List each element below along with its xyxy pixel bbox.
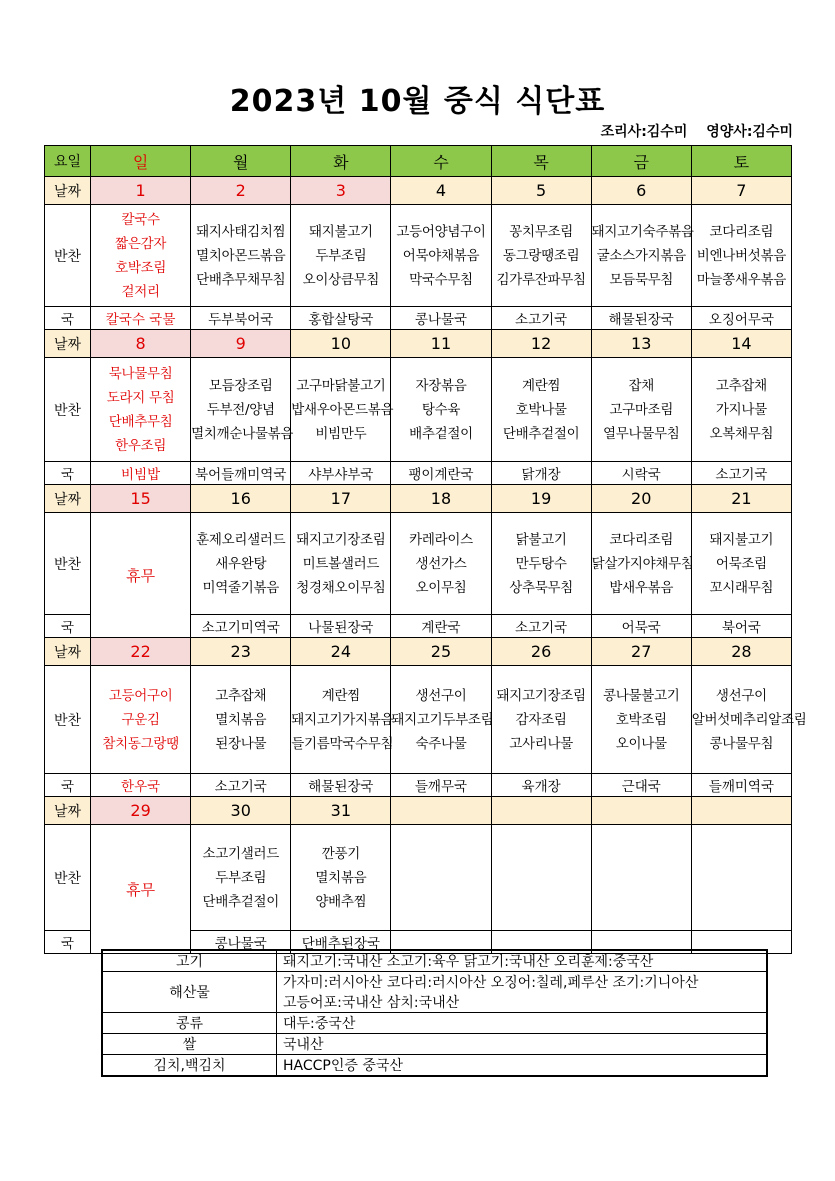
dish-item: 돼지고기두부조림 — [391, 711, 494, 728]
side-dish-cell — [591, 358, 691, 462]
dish-item: 상추묵무침 — [509, 579, 573, 596]
dish-item: 돼지불고기 — [709, 531, 774, 548]
soup-cell: 비빔밥 — [91, 462, 191, 485]
dish-item: 닭살가지야채무침 — [591, 555, 694, 572]
side-dish-cell — [191, 666, 291, 774]
dish-item: 묵나물무침 — [108, 365, 173, 382]
origin-line: 대두:중국산 — [283, 1016, 356, 1032]
menu-table — [44, 145, 807, 954]
cook-name: 조리사:김수미 — [600, 124, 688, 140]
date-cell: 27 — [591, 638, 691, 666]
side-dish-cell — [691, 825, 791, 931]
page-title: 2023년 10월 중식 식단표 — [229, 84, 606, 119]
dish-item: 생선구이 — [415, 687, 467, 704]
date-cell: 18 — [391, 485, 491, 513]
dish-item: 알버섯메추리알조림 — [691, 711, 807, 728]
soup-cell: 소고기미역국 — [191, 615, 291, 638]
dish-item: 멸치볶음 — [215, 711, 267, 728]
dish-item: 감자조림 — [515, 711, 567, 728]
side-dish-cell — [191, 513, 291, 615]
dish-item: 콩나물불고기 — [603, 687, 680, 704]
dish-item: 단배추무채무침 — [196, 271, 286, 288]
soup-cell: 들깨무국 — [391, 774, 491, 797]
dish-item: 두부전/양념 — [206, 401, 275, 418]
dish-item: 칼국수 — [121, 211, 160, 228]
dish-item: 고구마닭불고기 — [296, 377, 386, 394]
side-dish-cell — [91, 666, 191, 774]
side-dish-label: 반찬 — [45, 666, 91, 774]
date-cell: 10 — [291, 330, 391, 358]
dish-item: 숙주나물 — [415, 735, 467, 752]
date-cell: 22 — [91, 638, 191, 666]
dish-item: 잡채 — [628, 377, 654, 394]
dish-item: 단배추겉절이 — [502, 425, 580, 442]
side-dish-cell — [191, 825, 291, 931]
date-cell: 23 — [191, 638, 291, 666]
side-dish-cell — [491, 358, 591, 462]
date-row — [45, 638, 792, 666]
side-dish-cell — [691, 513, 791, 615]
date-label: 날짜 — [45, 177, 91, 205]
origin-line: 가자미:러시아산 코다리:러시아산 오징어:칠레,페루산 조기:기니아산 — [283, 975, 699, 991]
soup-cell: 오징어무국 — [691, 307, 791, 330]
side-dish-row — [45, 358, 792, 462]
date-cell: 25 — [391, 638, 491, 666]
dish-item: 계란찜 — [321, 687, 360, 704]
dish-item: 호박나물 — [515, 401, 567, 418]
dish-item: 밥새우볶음 — [609, 579, 674, 596]
soup-row — [45, 462, 792, 485]
origin-category: 고기 — [102, 950, 277, 972]
dish-item: 멸치아몬드볶음 — [196, 247, 286, 264]
date-cell: 30 — [191, 797, 291, 825]
origin-value — [277, 972, 768, 1013]
dish-item: 꽁치무조림 — [509, 223, 573, 240]
soup-label: 국 — [45, 615, 91, 638]
date-cell — [491, 797, 591, 825]
dish-item: 마늘쫑새우볶음 — [696, 271, 786, 288]
date-cell: 15 — [91, 485, 191, 513]
soup-row — [45, 774, 792, 797]
dish-item: 카레라이스 — [409, 531, 473, 548]
dish-item: 겉저리 — [121, 283, 160, 300]
side-dish-label: 반찬 — [45, 205, 91, 307]
weekday-cell: 일 — [91, 146, 191, 177]
soup-cell: 닭개장 — [491, 462, 591, 485]
soup-cell: 근대국 — [591, 774, 691, 797]
side-dish-cell — [491, 666, 591, 774]
dish-item: 모듬장조림 — [208, 377, 273, 394]
soup-cell: 북어국 — [691, 615, 791, 638]
dish-item: 고등어구이 — [108, 687, 173, 704]
dish-item: 고등어양념구이 — [396, 223, 486, 240]
dish-item: 생선구이 — [715, 687, 767, 704]
soup-label: 국 — [45, 774, 91, 797]
soup-cell: 해물된장국 — [291, 774, 391, 797]
dish-item: 미역줄기볶음 — [202, 579, 279, 596]
soup-cell: 소고기국 — [491, 615, 591, 638]
dish-item: 오이나물 — [615, 735, 667, 752]
origin-row — [102, 972, 767, 1013]
dish-item: 닭불고기 — [515, 531, 567, 548]
dish-item: 생선가스 — [415, 555, 467, 572]
date-cell: 20 — [591, 485, 691, 513]
dish-item: 밥새우아몬드볶음 — [291, 401, 394, 418]
side-dish-row — [45, 513, 792, 615]
origin-category: 쌀 — [102, 1034, 277, 1055]
date-cell: 13 — [591, 330, 691, 358]
origin-line: HACCP인증 중국산 — [283, 1058, 403, 1074]
side-dish-cell — [591, 825, 691, 931]
origin-value — [277, 1013, 768, 1034]
side-dish-cell — [491, 513, 591, 615]
origin-row — [102, 1034, 767, 1055]
side-dish-row — [45, 205, 792, 307]
soup-label: 국 — [45, 931, 91, 954]
date-cell — [691, 797, 791, 825]
soup-cell: 소고기국 — [691, 462, 791, 485]
dish-item: 깐풍기 — [321, 845, 360, 862]
date-label: 날짜 — [45, 330, 91, 358]
origin-line: 고등어포:국내산 삼치:국내산 — [283, 995, 460, 1011]
dish-item: 돼지고기숙주볶음 — [591, 223, 694, 240]
dish-item: 꼬시래무침 — [709, 579, 774, 596]
dish-item: 돼지고기가지볶음 — [291, 711, 394, 728]
date-row — [45, 797, 792, 825]
dish-item: 짧은감자 — [115, 235, 167, 252]
origin-value — [277, 1034, 768, 1055]
dish-item: 비엔나버섯볶음 — [696, 247, 786, 264]
dish-item: 두부조림 — [315, 247, 367, 264]
side-dish-cell — [691, 205, 791, 307]
date-label: 날짜 — [45, 797, 91, 825]
weekday-cell: 금 — [591, 146, 691, 177]
side-dish-cell — [691, 358, 791, 462]
weekday-label: 요일 — [45, 146, 91, 177]
soup-cell: 육개장 — [491, 774, 591, 797]
date-cell: 16 — [191, 485, 291, 513]
dish-item: 멸치깨순나물볶음 — [191, 425, 294, 442]
date-cell — [391, 797, 491, 825]
side-dish-cell — [291, 358, 394, 462]
origin-row — [102, 1055, 767, 1077]
dish-item: 동그랑땡조림 — [502, 247, 580, 264]
dish-item: 도라지 무침 — [106, 389, 175, 406]
side-dish-label: 반찬 — [45, 825, 91, 931]
soup-cell: 시락국 — [591, 462, 691, 485]
dish-item: 단배추무침 — [108, 413, 173, 430]
soup-cell: 샤부샤부국 — [291, 462, 391, 485]
dish-item: 양배추찜 — [315, 893, 367, 910]
dish-item: 계란찜 — [521, 377, 561, 394]
dish-item: 멸치볶음 — [315, 869, 367, 886]
dish-item: 오이무침 — [415, 579, 467, 596]
date-cell — [591, 797, 691, 825]
soup-cell: 팽이계란국 — [391, 462, 491, 485]
dish-item: 돼지고기장조림 — [296, 531, 386, 548]
side-dish-cell — [291, 205, 391, 307]
date-cell: 8 — [91, 330, 191, 358]
dish-item: 고추잡채 — [715, 377, 767, 394]
soup-cell: 북어들깨미역국 — [191, 462, 291, 485]
dish-item: 소고기샐러드 — [202, 845, 279, 862]
soup-cell: 소고기국 — [191, 774, 291, 797]
weekday-cell: 화 — [291, 146, 391, 177]
soup-cell: 단배추된장국 — [291, 931, 391, 954]
side-dish-cell — [591, 513, 694, 615]
side-dish-row — [45, 825, 792, 931]
soup-cell: 계란국 — [391, 615, 491, 638]
date-cell: 6 — [591, 177, 691, 205]
origin-value — [277, 950, 768, 972]
origin-line: 국내산 — [283, 1037, 324, 1053]
dish-item: 미트볼샐러드 — [302, 555, 380, 572]
origin-category: 콩류 — [102, 1013, 277, 1034]
date-cell: 4 — [391, 177, 491, 205]
soup-cell: 나물된장국 — [291, 615, 391, 638]
date-cell: 7 — [691, 177, 791, 205]
date-cell: 28 — [691, 638, 791, 666]
dish-item: 김가루잔파무침 — [496, 271, 586, 288]
date-row — [45, 177, 792, 205]
dish-item: 오복채무침 — [709, 425, 774, 442]
side-dish-cell — [391, 205, 491, 307]
side-dish-row — [45, 666, 792, 774]
soup-cell: 어묵국 — [591, 615, 691, 638]
side-dish-cell — [391, 513, 491, 615]
dish-item: 돼지불고기 — [309, 223, 373, 240]
date-cell: 3 — [291, 177, 391, 205]
soup-label: 국 — [45, 462, 91, 485]
side-dish-cell — [491, 205, 591, 307]
dish-item: 비빔만두 — [315, 425, 367, 442]
dish-item: 고추잡채 — [215, 687, 267, 704]
soup-label: 국 — [45, 307, 91, 330]
soup-cell: 들깨미역국 — [691, 774, 791, 797]
side-dish-cell — [391, 666, 494, 774]
dish-item: 코다리조림 — [609, 531, 674, 548]
date-cell: 5 — [491, 177, 591, 205]
dish-item: 어묵조림 — [715, 555, 767, 572]
dish-item: 만두탕수 — [515, 555, 567, 572]
side-dish-cell — [291, 825, 391, 931]
origin-row — [102, 1013, 767, 1034]
weekday-cell: 토 — [691, 146, 791, 177]
date-cell: 29 — [91, 797, 191, 825]
dish-item: 고구마조림 — [609, 401, 674, 418]
dish-item: 굴소스가지볶음 — [596, 247, 686, 264]
dish-item: 돼지사태김치찜 — [196, 223, 286, 240]
dish-item: 구운김 — [121, 711, 160, 728]
side-dish-cell — [91, 205, 191, 307]
soup-cell: 칼국수 국물 — [91, 307, 191, 330]
dish-item: 단배추겉절이 — [202, 893, 279, 910]
dish-item: 코다리조림 — [709, 223, 774, 240]
dish-item: 새우완탕 — [215, 555, 267, 572]
soup-cell: 두부북어국 — [191, 307, 291, 330]
date-row — [45, 330, 792, 358]
dish-item: 청경채오이무침 — [296, 579, 386, 596]
date-row — [45, 485, 792, 513]
side-dish-cell — [391, 825, 491, 931]
holiday-cell: 휴무 — [91, 825, 191, 954]
dish-item: 들기름막국수무침 — [291, 735, 394, 752]
weekday-header-row — [45, 146, 792, 177]
dish-item: 가지나물 — [715, 401, 767, 418]
date-cell: 9 — [191, 330, 291, 358]
nutritionist-name: 영양사:김수미 — [706, 124, 793, 140]
origin-table — [101, 949, 768, 1077]
date-cell: 31 — [291, 797, 391, 825]
dish-item: 어묵야채볶음 — [402, 247, 480, 264]
dish-item: 돼지고기장조림 — [496, 687, 586, 704]
soup-cell: 콩나물국 — [191, 931, 291, 954]
side-dish-label: 반찬 — [45, 513, 91, 615]
origin-category: 김치,백김치 — [102, 1055, 277, 1077]
soup-cell: 한우국 — [91, 774, 191, 797]
side-dish-cell — [91, 358, 191, 462]
dish-item: 참치동그랑땡 — [102, 735, 179, 752]
side-dish-cell — [291, 666, 394, 774]
dish-item: 오이상큼무침 — [302, 271, 380, 288]
dish-item: 된장나물 — [215, 735, 267, 752]
dish-item: 열무나물무침 — [603, 425, 680, 442]
date-cell: 26 — [491, 638, 591, 666]
date-cell: 1 — [91, 177, 191, 205]
date-label: 날짜 — [45, 485, 91, 513]
dish-item: 호박조림 — [115, 259, 167, 276]
dish-item: 훈제오리샐러드 — [196, 531, 286, 548]
dish-item: 콩나물무침 — [709, 735, 774, 752]
soup-cell: 홍합살탕국 — [291, 307, 391, 330]
dish-item: 두부조림 — [215, 869, 267, 886]
side-dish-cell — [691, 666, 807, 774]
dish-item: 탕수육 — [421, 401, 461, 418]
dish-item: 호박조림 — [615, 711, 667, 728]
date-cell: 2 — [191, 177, 291, 205]
date-label: 날짜 — [45, 638, 91, 666]
origin-category: 해산물 — [102, 972, 277, 1013]
side-dish-cell — [591, 666, 691, 774]
date-cell: 21 — [691, 485, 791, 513]
date-cell: 12 — [491, 330, 591, 358]
soup-cell: 소고기국 — [491, 307, 591, 330]
dish-item: 한우조림 — [115, 437, 167, 454]
side-dish-label: 반찬 — [45, 358, 91, 462]
dish-item: 고사리나물 — [509, 735, 573, 752]
date-cell: 19 — [491, 485, 591, 513]
date-cell: 24 — [291, 638, 391, 666]
date-cell: 17 — [291, 485, 391, 513]
soup-cell: 해물된장국 — [591, 307, 691, 330]
date-cell: 11 — [391, 330, 491, 358]
date-cell: 14 — [691, 330, 791, 358]
weekday-cell: 월 — [191, 146, 291, 177]
origin-line: 돼지고기:국내산 소고기:육우 닭고기:국내산 오리훈제:중국산 — [283, 954, 654, 970]
side-dish-cell — [191, 358, 294, 462]
side-dish-cell — [591, 205, 694, 307]
weekday-cell: 수 — [391, 146, 491, 177]
dish-item: 자장볶음 — [415, 377, 467, 394]
origin-row — [102, 950, 767, 972]
dish-item: 모듬묵무침 — [609, 271, 674, 288]
weekday-cell: 목 — [491, 146, 591, 177]
side-dish-cell — [291, 513, 391, 615]
soup-cell: 콩나물국 — [391, 307, 491, 330]
holiday-cell: 휴무 — [91, 513, 191, 638]
side-dish-cell — [391, 358, 491, 462]
dish-item: 배추겉절이 — [409, 425, 473, 442]
origin-value — [277, 1055, 768, 1077]
side-dish-cell — [491, 825, 591, 931]
dish-item: 막국수무침 — [409, 271, 473, 288]
soup-row — [45, 307, 792, 330]
side-dish-cell — [191, 205, 291, 307]
staff-info — [601, 121, 793, 141]
